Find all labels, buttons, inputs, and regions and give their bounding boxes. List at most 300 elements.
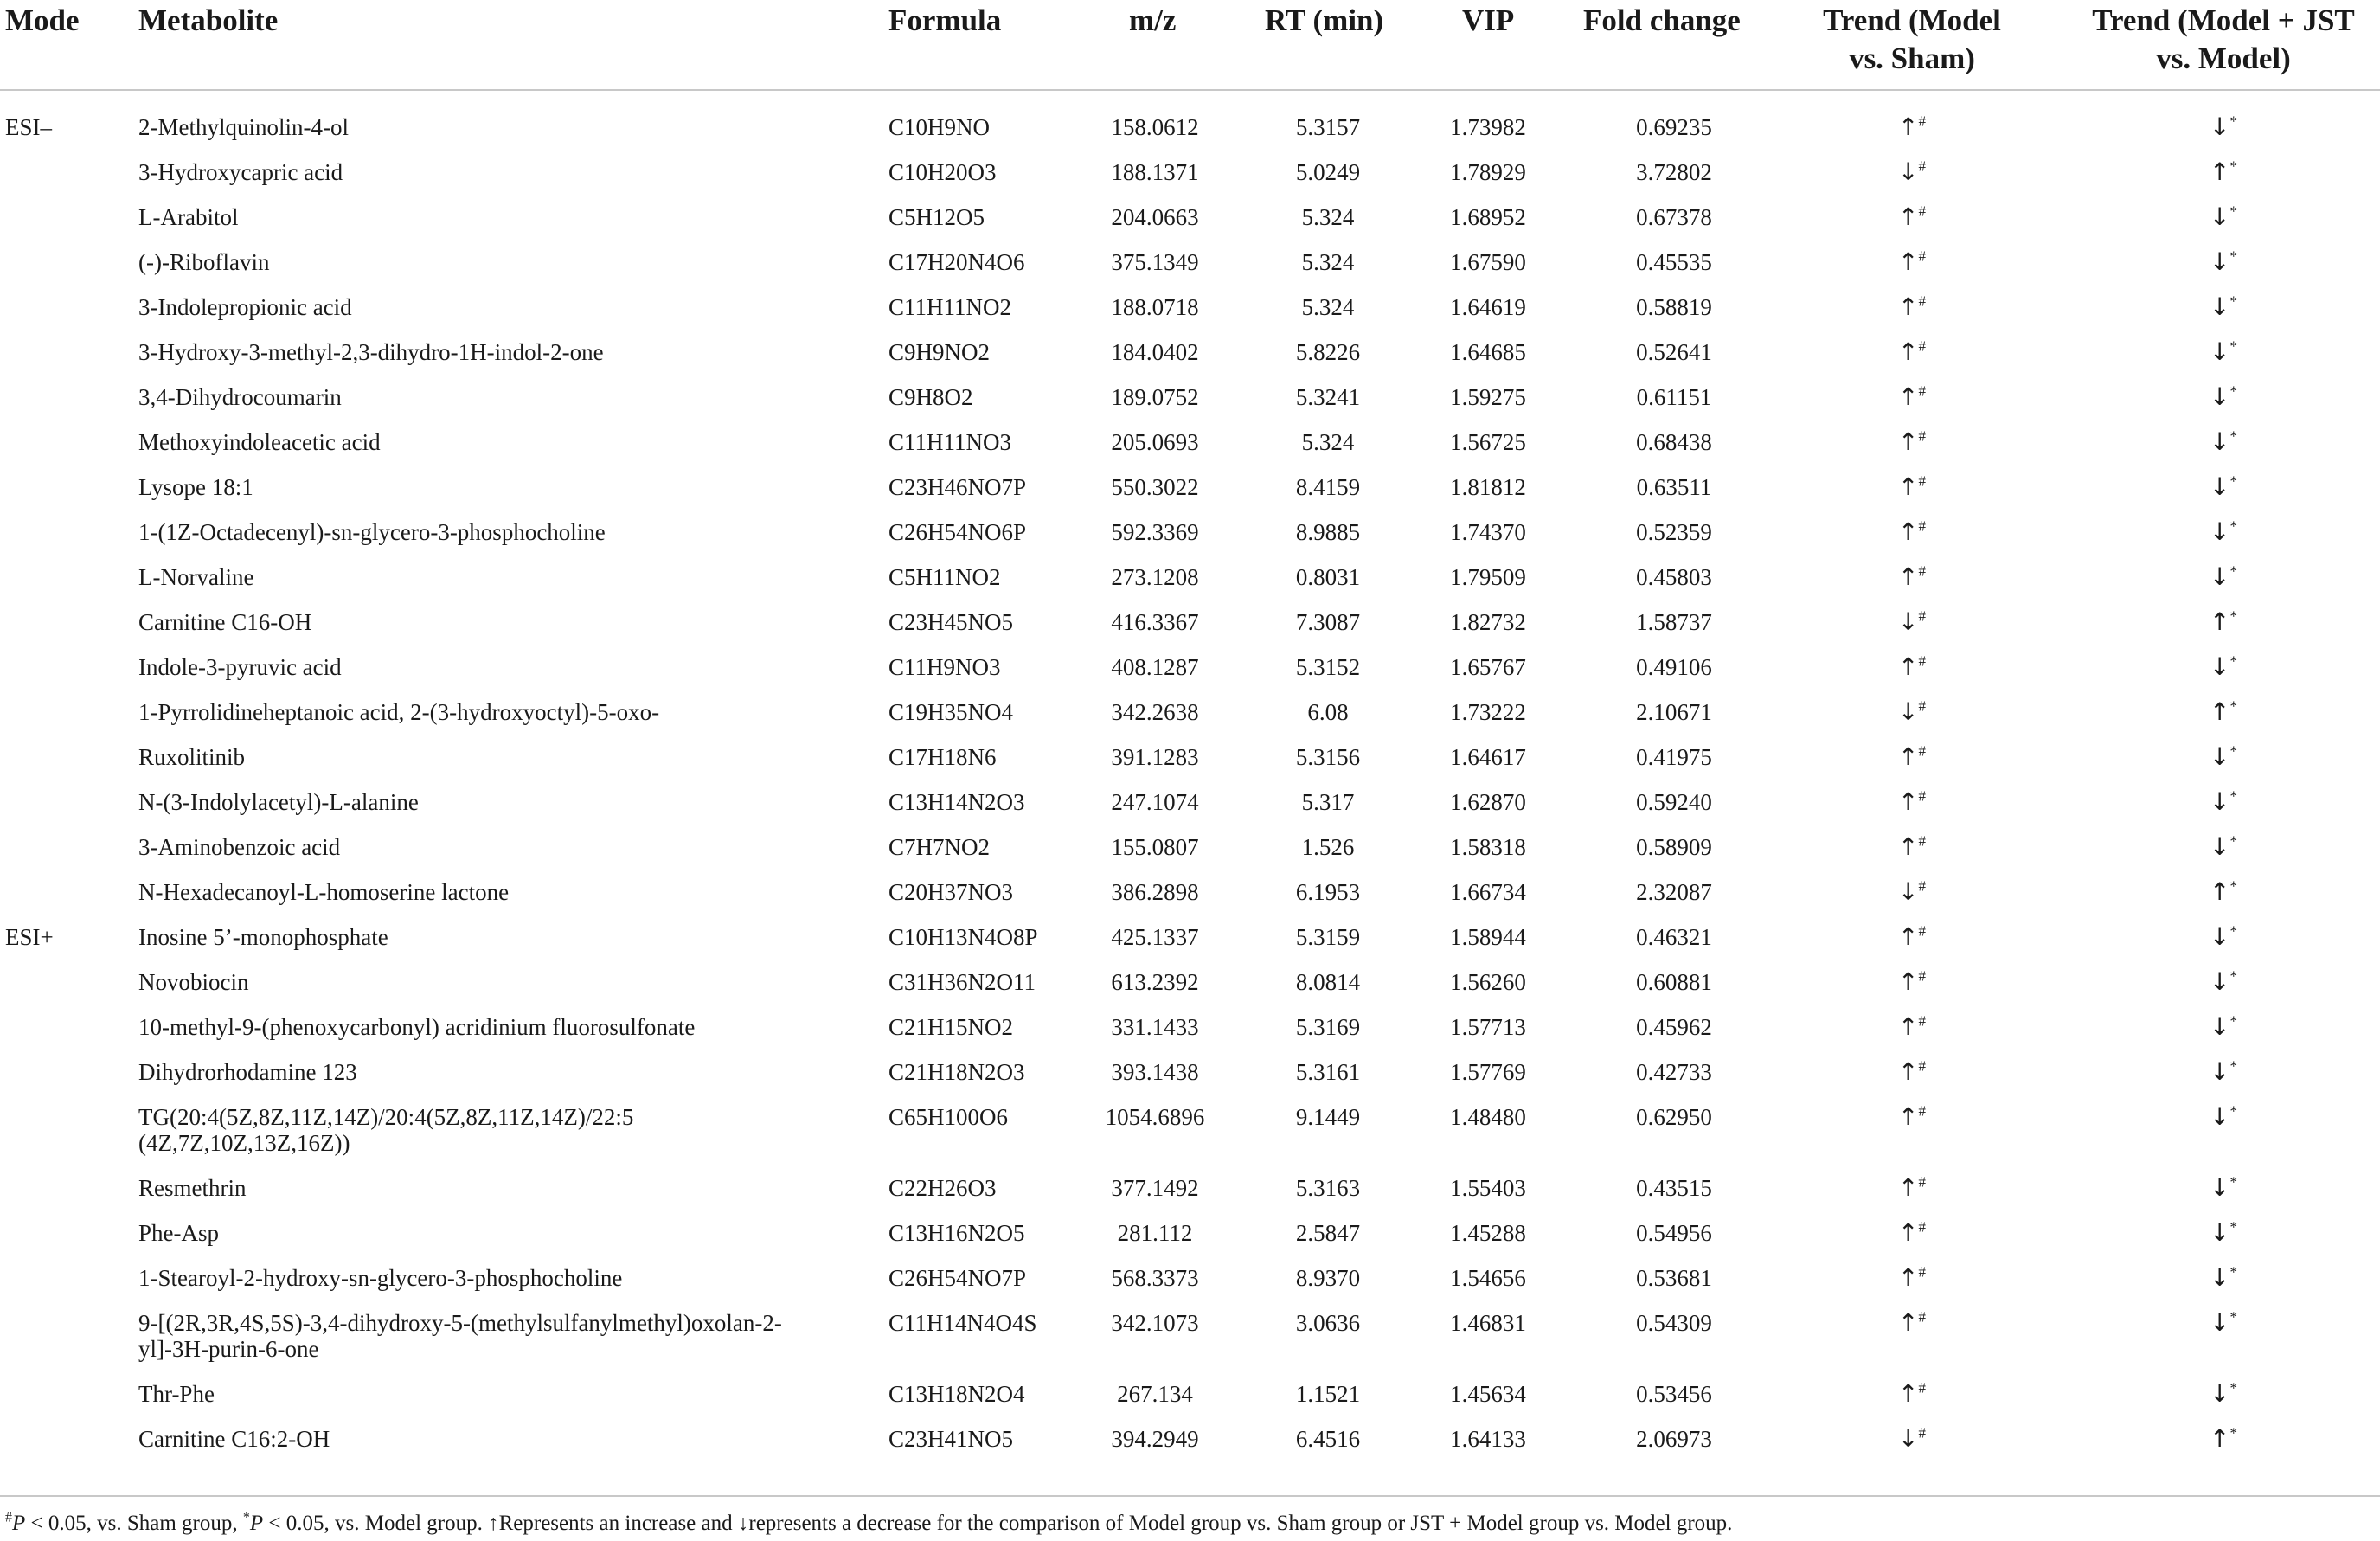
formula-cell: C10H13N4O8P xyxy=(888,924,1038,950)
table-row xyxy=(0,599,2380,644)
down-arrow-icon: ↓ xyxy=(2210,742,2230,771)
table-row xyxy=(0,374,2380,419)
metabolite-cell: Methoxyindoleacetic acid xyxy=(138,429,381,455)
up-arrow-icon: ↑ xyxy=(2210,1424,2230,1453)
down-arrow-icon: ↓ xyxy=(1898,1424,1919,1453)
formula-cell: C11H11NO2 xyxy=(888,294,1012,320)
vip-cell: 1.81812 xyxy=(1450,474,1526,500)
mz-cell: 155.0807 xyxy=(1111,834,1199,860)
trend-jst-vs-model-cell xyxy=(2128,1310,2319,1336)
trend-model-vs-sham-cell xyxy=(1808,969,2016,995)
up-arrow-icon: ↑ xyxy=(1898,742,1919,771)
significance-mark: * xyxy=(2229,832,2237,850)
up-arrow-icon: ↑ xyxy=(1898,562,1919,591)
metabolite-cell: Indole-3-pyruvic acid xyxy=(138,654,342,680)
up-arrow-icon: ↑ xyxy=(1898,202,1919,231)
table-row xyxy=(0,869,2380,914)
rt-cell: 5.3163 xyxy=(1295,1175,1361,1201)
significance-mark: * xyxy=(2229,1012,2237,1030)
up-arrow-icon: ↑ xyxy=(1898,967,1919,996)
metabolite-cell: Lysope 18:1 xyxy=(138,474,253,500)
mz-cell: 550.3022 xyxy=(1111,474,1199,500)
metabolite-cell: 3-Indolepropionic acid xyxy=(138,294,352,320)
metabolite-cell: (-)-Riboflavin xyxy=(138,249,270,275)
formula-cell: C19H35NO4 xyxy=(888,699,1014,725)
fold-change-cell: 0.54309 xyxy=(1636,1310,1712,1336)
significance-mark: # xyxy=(1918,967,1926,985)
significance-mark: * xyxy=(2229,1379,2237,1397)
trend-jst-vs-model-cell xyxy=(2128,1426,2319,1452)
rt-cell: 8.9885 xyxy=(1295,519,1361,545)
down-arrow-icon: ↓ xyxy=(2210,517,2230,546)
footnote-text-1: < 0.05, vs. Sham group, xyxy=(25,1512,243,1535)
significance-mark: # xyxy=(1918,337,1926,355)
fold-change-cell: 0.58909 xyxy=(1636,834,1712,860)
down-arrow-icon: ↓ xyxy=(2210,112,2230,141)
metabolite-cell: Resmethrin xyxy=(138,1175,247,1201)
up-arrow-icon: ↑ xyxy=(1898,787,1919,816)
significance-mark: * xyxy=(2229,562,2237,580)
up-arrow-icon: ↑ xyxy=(2210,877,2230,906)
trend-jst-vs-model-cell xyxy=(2128,294,2319,320)
metabolite-cell: 3-Hydroxycapric acid xyxy=(138,159,343,185)
significance-mark: * xyxy=(2229,1102,2237,1120)
mz-cell: 416.3367 xyxy=(1111,609,1199,635)
table-row xyxy=(0,419,2380,464)
table-body xyxy=(0,104,2380,1461)
rt-cell: 5.0249 xyxy=(1295,159,1361,185)
fold-change-cell: 1.58737 xyxy=(1636,609,1712,635)
significance-mark: # xyxy=(1918,652,1926,670)
mz-cell: 613.2392 xyxy=(1111,969,1199,995)
formula-cell: C5H11NO2 xyxy=(888,564,1001,590)
significance-mark: # xyxy=(1918,292,1926,310)
mz-cell: 188.0718 xyxy=(1111,294,1199,320)
trend-model-vs-sham-cell xyxy=(1808,1265,2016,1291)
mode-cell: ESI– xyxy=(5,114,52,140)
down-arrow-icon: ↓ xyxy=(2210,382,2230,411)
down-arrow-icon: ↓ xyxy=(2210,1057,2230,1086)
trend-model-vs-sham-cell xyxy=(1808,699,2016,725)
fold-change-cell: 0.52641 xyxy=(1636,339,1712,365)
table-row xyxy=(0,914,2380,959)
up-arrow-icon: ↑ xyxy=(2210,157,2230,186)
trend-jst-vs-model-cell xyxy=(2128,1175,2319,1201)
significance-mark: * xyxy=(2229,967,2237,985)
table-row xyxy=(0,1004,2380,1049)
significance-mark: # xyxy=(1918,1263,1926,1281)
vip-cell: 1.74370 xyxy=(1450,519,1526,545)
up-arrow-icon: ↑ xyxy=(1898,1379,1919,1408)
footnote-text-2: < 0.05, vs. Model group. ↑Represents an increase and ↓represents a decrease for the comparison of Model group vs. Sham group or JST + Model group vs. Model group. xyxy=(263,1512,1733,1535)
metabolite-cell: 9-[(2R,3R,4S,5S)-3,4-dihydroxy-5-(methylsulfanylmethyl)oxolan-2-yl]-3H-purin-6-one xyxy=(138,1310,782,1362)
vip-cell: 1.64617 xyxy=(1450,744,1526,770)
trend-model-vs-sham-cell xyxy=(1808,159,2016,185)
formula-cell: C21H18N2O3 xyxy=(888,1059,1025,1085)
significance-mark: * xyxy=(2229,697,2237,715)
fold-change-cell: 2.32087 xyxy=(1636,879,1712,905)
down-arrow-icon: ↓ xyxy=(1898,607,1919,636)
significance-mark: * xyxy=(2229,652,2237,670)
vip-cell: 1.64133 xyxy=(1450,1426,1526,1452)
formula-cell: C11H14N4O4S xyxy=(888,1310,1037,1336)
vip-cell: 1.48480 xyxy=(1450,1104,1526,1130)
vip-cell: 1.45288 xyxy=(1450,1220,1526,1246)
rt-cell: 5.317 xyxy=(1301,789,1355,815)
table-row xyxy=(0,239,2380,284)
significance-mark: # xyxy=(1918,247,1926,265)
trend-jst-vs-model-cell xyxy=(2128,1104,2319,1130)
mz-cell: 205.0693 xyxy=(1111,429,1199,455)
fold-change-cell: 0.41975 xyxy=(1636,744,1712,770)
down-arrow-icon: ↓ xyxy=(2210,247,2230,276)
down-arrow-icon: ↓ xyxy=(2210,787,2230,816)
significance-mark: # xyxy=(1918,427,1926,445)
vip-cell: 1.64685 xyxy=(1450,339,1526,365)
fold-change-cell: 3.72802 xyxy=(1636,159,1712,185)
significance-mark: * xyxy=(2229,1173,2237,1191)
fold-change-cell: 0.45962 xyxy=(1636,1014,1712,1040)
trend-model-vs-sham-cell xyxy=(1808,744,2016,770)
down-arrow-icon: ↓ xyxy=(1898,697,1919,726)
table-row xyxy=(0,1255,2380,1300)
header-trend1-line2: vs. Sham) xyxy=(1849,42,1975,75)
significance-mark: # xyxy=(1918,1102,1926,1120)
formula-cell: C23H41NO5 xyxy=(888,1426,1014,1452)
mz-cell: 247.1074 xyxy=(1111,789,1199,815)
formula-cell: C9H9NO2 xyxy=(888,339,991,365)
trend-jst-vs-model-cell xyxy=(2128,1059,2319,1085)
rt-cell: 6.1953 xyxy=(1295,879,1361,905)
rt-cell: 5.3152 xyxy=(1295,654,1361,680)
mz-cell: 188.1371 xyxy=(1111,159,1199,185)
significance-mark: # xyxy=(1918,607,1926,625)
rt-cell: 5.3157 xyxy=(1295,114,1361,140)
up-arrow-icon: ↑ xyxy=(1898,1173,1919,1202)
mz-cell: 391.1283 xyxy=(1111,744,1199,770)
mz-cell: 386.2898 xyxy=(1111,879,1199,905)
trend-jst-vs-model-cell xyxy=(2128,474,2319,500)
table-row xyxy=(0,284,2380,329)
significance-mark: # xyxy=(1918,202,1926,220)
trend-jst-vs-model-cell xyxy=(2128,429,2319,455)
significance-mark: # xyxy=(1918,832,1926,850)
trend-jst-vs-model-cell xyxy=(2128,699,2319,725)
significance-mark: # xyxy=(1918,742,1926,760)
table-row xyxy=(0,329,2380,374)
fold-change-cell: 0.54956 xyxy=(1636,1220,1712,1246)
significance-mark: * xyxy=(2229,877,2237,895)
up-arrow-icon: ↑ xyxy=(1898,1102,1919,1131)
up-arrow-icon: ↑ xyxy=(1898,652,1919,681)
up-arrow-icon: ↑ xyxy=(1898,337,1919,366)
table-row xyxy=(0,464,2380,509)
metabolite-cell: Novobiocin xyxy=(138,969,249,995)
metabolite-cell: N-Hexadecanoyl-L-homoserine lactone xyxy=(138,879,510,905)
table-row xyxy=(0,689,2380,734)
mz-cell: 184.0402 xyxy=(1111,339,1199,365)
metabolite-cell: Phe-Asp xyxy=(138,1220,219,1246)
significance-mark: # xyxy=(1918,382,1926,400)
trend-jst-vs-model-cell xyxy=(2128,249,2319,275)
significance-mark: # xyxy=(1918,1424,1926,1441)
vip-cell: 1.45634 xyxy=(1450,1381,1526,1407)
rt-cell: 0.8031 xyxy=(1295,564,1361,590)
significance-mark: # xyxy=(1918,787,1926,805)
header-mz: m/z xyxy=(1129,3,1177,37)
mz-cell: 425.1337 xyxy=(1111,924,1199,950)
significance-mark: * xyxy=(2229,1424,2237,1441)
fold-change-cell: 0.63511 xyxy=(1636,474,1712,500)
mz-cell: 331.1433 xyxy=(1111,1014,1199,1040)
footnote-p-symbol-2: P xyxy=(249,1512,264,1535)
trend-model-vs-sham-cell xyxy=(1808,564,2016,590)
significance-mark: # xyxy=(1918,1057,1926,1075)
rt-cell: 3.0636 xyxy=(1295,1310,1361,1336)
metabolite-cell: Carnitine C16-OH xyxy=(138,609,312,635)
header-trend-model-vs-sham xyxy=(1791,2,2033,78)
formula-cell: C7H7NO2 xyxy=(888,834,991,860)
mz-cell: 267.134 xyxy=(1117,1381,1193,1407)
trend-jst-vs-model-cell xyxy=(2128,204,2319,230)
down-arrow-icon: ↓ xyxy=(2210,1308,2230,1337)
table-row xyxy=(0,509,2380,554)
vip-cell: 1.56260 xyxy=(1450,969,1526,995)
trend-model-vs-sham-cell xyxy=(1808,834,2016,860)
trend-jst-vs-model-cell xyxy=(2128,969,2319,995)
metabolite-cell: L-Arabitol xyxy=(138,204,239,230)
table-row xyxy=(0,1300,2380,1371)
formula-cell: C31H36N2O11 xyxy=(888,969,1036,995)
rt-cell: 5.324 xyxy=(1301,249,1355,275)
metabolite-cell: 10-methyl-9-(phenoxycarbonyl) acridinium fluorosulfonate xyxy=(138,1014,696,1040)
rt-cell: 8.0814 xyxy=(1295,969,1361,995)
up-arrow-icon: ↑ xyxy=(2210,607,2230,636)
significance-mark: * xyxy=(2229,922,2237,940)
down-arrow-icon: ↓ xyxy=(2210,562,2230,591)
rt-cell: 1.1521 xyxy=(1295,1381,1361,1407)
formula-cell: C13H14N2O3 xyxy=(888,789,1025,815)
vip-cell: 1.56725 xyxy=(1450,429,1526,455)
significance-mark: * xyxy=(2229,247,2237,265)
fold-change-cell: 0.58819 xyxy=(1636,294,1712,320)
header-rt: RT (min) xyxy=(1265,3,1384,37)
trend-jst-vs-model-cell xyxy=(2128,564,2319,590)
rt-cell: 6.4516 xyxy=(1295,1426,1361,1452)
vip-cell: 1.58944 xyxy=(1450,924,1526,950)
trend-jst-vs-model-cell xyxy=(2128,1220,2319,1246)
mz-cell: 568.3373 xyxy=(1111,1265,1199,1291)
down-arrow-icon: ↓ xyxy=(2210,1218,2230,1247)
trend-jst-vs-model-cell xyxy=(2128,1381,2319,1407)
significance-mark: # xyxy=(1918,517,1926,535)
significance-mark: # xyxy=(1918,1173,1926,1191)
trend-model-vs-sham-cell xyxy=(1808,249,2016,275)
trend-model-vs-sham-cell xyxy=(1808,1426,2016,1452)
header-mode: Mode xyxy=(5,3,80,37)
significance-mark: # xyxy=(1918,1012,1926,1030)
rt-cell: 8.9370 xyxy=(1295,1265,1361,1291)
mz-cell: 342.1073 xyxy=(1111,1310,1199,1336)
footnote-hash-mark: # xyxy=(5,1510,12,1525)
footnote-p-symbol: P xyxy=(12,1512,26,1535)
trend-jst-vs-model-cell xyxy=(2128,519,2319,545)
rt-cell: 7.3087 xyxy=(1295,609,1361,635)
mz-cell: 408.1287 xyxy=(1111,654,1199,680)
rt-cell: 5.8226 xyxy=(1295,339,1361,365)
significance-mark: * xyxy=(2229,1263,2237,1281)
up-arrow-icon: ↑ xyxy=(1898,1308,1919,1337)
metabolite-cell: Thr-Phe xyxy=(138,1381,215,1407)
fold-change-cell: 0.62950 xyxy=(1636,1104,1712,1130)
trend-model-vs-sham-cell xyxy=(1808,789,2016,815)
up-arrow-icon: ↑ xyxy=(1898,517,1919,546)
mode-cell: ESI+ xyxy=(5,924,54,950)
trend-model-vs-sham-cell xyxy=(1808,1381,2016,1407)
trend-jst-vs-model-cell xyxy=(2128,924,2319,950)
significance-mark: * xyxy=(2229,1057,2237,1075)
down-arrow-icon: ↓ xyxy=(2210,652,2230,681)
mz-cell: 377.1492 xyxy=(1111,1175,1199,1201)
metabolite-cell: 1-(1Z-Octadecenyl)-sn-glycero-3-phosphocholine xyxy=(138,519,606,545)
down-arrow-icon: ↓ xyxy=(2210,1379,2230,1408)
rt-cell: 5.3159 xyxy=(1295,924,1361,950)
significance-mark: * xyxy=(2229,517,2237,535)
rt-cell: 8.4159 xyxy=(1295,474,1361,500)
up-arrow-icon: ↑ xyxy=(1898,292,1919,321)
fold-change-cell: 0.46321 xyxy=(1636,924,1712,950)
trend-jst-vs-model-cell xyxy=(2128,879,2319,905)
table-row xyxy=(0,1416,2380,1461)
header-formula: Formula xyxy=(888,3,1002,37)
trend-model-vs-sham-cell xyxy=(1808,924,2016,950)
table-row xyxy=(0,959,2380,1004)
vip-cell: 1.64619 xyxy=(1450,294,1526,320)
significance-mark: * xyxy=(2229,157,2237,175)
fold-change-cell: 0.52359 xyxy=(1636,519,1712,545)
up-arrow-icon: ↑ xyxy=(2210,697,2230,726)
formula-cell: C21H15NO2 xyxy=(888,1014,1014,1040)
vip-cell: 1.66734 xyxy=(1450,879,1526,905)
down-arrow-icon: ↓ xyxy=(2210,292,2230,321)
trend-jst-vs-model-cell xyxy=(2128,1265,2319,1291)
table-row xyxy=(0,779,2380,824)
up-arrow-icon: ↑ xyxy=(1898,382,1919,411)
header-metabolite: Metabolite xyxy=(138,3,279,37)
metabolite-cell: L-Norvaline xyxy=(138,564,254,590)
formula-cell: C10H9NO xyxy=(888,114,991,140)
formula-cell: C23H46NO7P xyxy=(888,474,1027,500)
mz-cell: 592.3369 xyxy=(1111,519,1199,545)
metabolite-cell: 1-Pyrrolidineheptanoic acid, 2-(3-hydroxyoctyl)-5-oxo- xyxy=(138,699,660,725)
table-row xyxy=(0,644,2380,689)
rt-cell: 5.3161 xyxy=(1295,1059,1361,1085)
vip-cell: 1.54656 xyxy=(1450,1265,1526,1291)
trend-jst-vs-model-cell xyxy=(2128,744,2319,770)
header-trend-jst-vs-model xyxy=(2076,2,2370,78)
down-arrow-icon: ↓ xyxy=(2210,427,2230,456)
down-arrow-icon: ↓ xyxy=(2210,472,2230,501)
table-row xyxy=(0,1371,2380,1416)
down-arrow-icon: ↓ xyxy=(1898,157,1919,186)
trend-model-vs-sham-cell xyxy=(1808,1104,2016,1130)
significance-mark: # xyxy=(1918,1379,1926,1397)
significance-mark: * xyxy=(2229,1218,2237,1236)
significance-mark: * xyxy=(2229,427,2237,445)
trend-jst-vs-model-cell xyxy=(2128,159,2319,185)
down-arrow-icon: ↓ xyxy=(1898,877,1919,906)
fold-change-cell: 0.61151 xyxy=(1636,384,1712,410)
down-arrow-icon: ↓ xyxy=(2210,1263,2230,1292)
header-vip: VIP xyxy=(1462,3,1515,37)
table-row xyxy=(0,734,2380,779)
trend-model-vs-sham-cell xyxy=(1808,1059,2016,1085)
up-arrow-icon: ↑ xyxy=(1898,832,1919,861)
significance-mark: # xyxy=(1918,1308,1926,1326)
up-arrow-icon: ↑ xyxy=(1898,112,1919,141)
vip-cell: 1.62870 xyxy=(1450,789,1526,815)
significance-mark: * xyxy=(2229,787,2237,805)
vip-cell: 1.73222 xyxy=(1450,699,1526,725)
mz-cell: 342.2638 xyxy=(1111,699,1199,725)
formula-cell: C17H20N4O6 xyxy=(888,249,1025,275)
metabolite-cell: Carnitine C16:2-OH xyxy=(138,1426,330,1452)
significance-mark: # xyxy=(1918,157,1926,175)
formula-cell: C26H54NO6P xyxy=(888,519,1027,545)
up-arrow-icon: ↑ xyxy=(1898,427,1919,456)
metabolite-cell: 1-Stearoyl-2-hydroxy-sn-glycero-3-phosphocholine xyxy=(138,1265,623,1291)
formula-cell: C11H9NO3 xyxy=(888,654,1001,680)
fold-change-cell: 0.45803 xyxy=(1636,564,1712,590)
trend-jst-vs-model-cell xyxy=(2128,609,2319,635)
down-arrow-icon: ↓ xyxy=(2210,832,2230,861)
table-header xyxy=(0,0,2380,91)
rt-cell: 5.324 xyxy=(1301,294,1355,320)
vip-cell: 1.79509 xyxy=(1450,564,1526,590)
table-row xyxy=(0,1094,2380,1165)
rt-cell: 5.3241 xyxy=(1295,384,1361,410)
formula-cell: C23H45NO5 xyxy=(888,609,1014,635)
metabolite-cell: 3-Aminobenzoic acid xyxy=(138,834,341,860)
metabolite-cell: 3,4-Dihydrocoumarin xyxy=(138,384,342,410)
trend-jst-vs-model-cell xyxy=(2128,789,2319,815)
formula-cell: C26H54NO7P xyxy=(888,1265,1027,1291)
significance-mark: * xyxy=(2229,292,2237,310)
significance-mark: * xyxy=(2229,742,2237,760)
significance-mark: * xyxy=(2229,382,2237,400)
formula-cell: C13H16N2O5 xyxy=(888,1220,1025,1246)
trend-model-vs-sham-cell xyxy=(1808,114,2016,140)
footnote-star-mark: * xyxy=(242,1510,250,1525)
trend-jst-vs-model-cell xyxy=(2128,339,2319,365)
significance-mark: * xyxy=(2229,607,2237,625)
rt-cell: 5.324 xyxy=(1301,429,1355,455)
rt-cell: 2.5847 xyxy=(1295,1220,1361,1246)
trend-jst-vs-model-cell xyxy=(2128,384,2319,410)
down-arrow-icon: ↓ xyxy=(2210,1012,2230,1041)
significance-mark: * xyxy=(2229,472,2237,490)
mz-cell: 393.1438 xyxy=(1111,1059,1199,1085)
up-arrow-icon: ↑ xyxy=(1898,247,1919,276)
fold-change-cell: 0.59240 xyxy=(1636,789,1712,815)
vip-cell: 1.55403 xyxy=(1450,1175,1526,1201)
significance-mark: # xyxy=(1918,112,1926,130)
fold-change-cell: 0.53681 xyxy=(1636,1265,1712,1291)
vip-cell: 1.82732 xyxy=(1450,609,1526,635)
vip-cell: 1.78929 xyxy=(1450,159,1526,185)
mz-cell: 1054.6896 xyxy=(1105,1104,1205,1130)
up-arrow-icon: ↑ xyxy=(1898,472,1919,501)
